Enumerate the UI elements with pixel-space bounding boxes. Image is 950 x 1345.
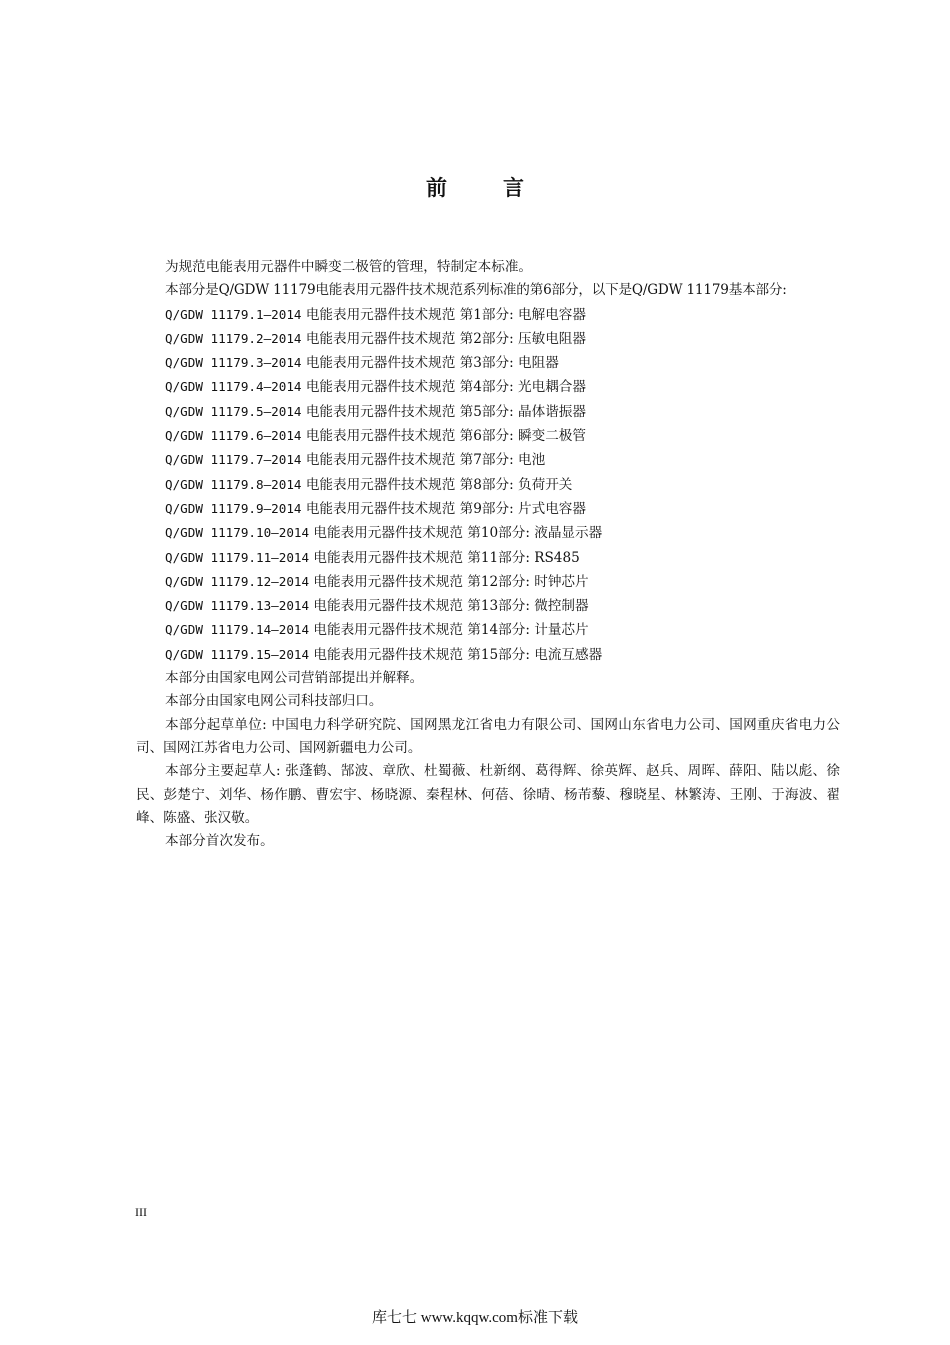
standard-part: 第6部分: bbox=[459, 428, 514, 445]
list-item bbox=[136, 400, 840, 424]
standard-code: Q/GDW 11179.1—2014 bbox=[165, 306, 302, 322]
standard-code: Q/GDW 11179.11—2014 bbox=[165, 549, 310, 565]
standard-name: 电能表用元器件技术规范 bbox=[313, 573, 463, 590]
standard-code: Q/GDW 11179.12—2014 bbox=[165, 573, 310, 589]
standard-subject: 片式电容器 bbox=[518, 500, 586, 517]
standard-part: 第1部分: bbox=[459, 306, 514, 323]
list-item bbox=[136, 521, 840, 545]
first-release-paragraph: 本部分首次发布。 bbox=[165, 833, 274, 850]
standard-code: Q/GDW 11179.9—2014 bbox=[165, 500, 302, 516]
standard-name: 电能表用元器件技术规范 bbox=[305, 476, 456, 493]
intro-paragraph-1: 为规范电能表用元器件中瞬变二极管的管理，特制定本标准。 bbox=[165, 259, 533, 275]
standard-name: 电能表用元器件技术规范 bbox=[313, 646, 463, 663]
footer-watermark: 库七七 www.kqqw.com标准下载 bbox=[372, 1310, 578, 1326]
standard-subject: 负荷开关 bbox=[518, 476, 573, 493]
drafting-units-paragraph: 本部分起草单位: 中国电力科学研究院、国网黑龙江省电力有限公司、国网山东省电力公司、国网重庆省电力公司、国网江苏省电力公司、国网新疆电力公司。 bbox=[136, 716, 840, 756]
standard-code: Q/GDW 11179.10—2014 bbox=[165, 525, 310, 541]
standard-part: 第4部分: bbox=[459, 379, 514, 396]
intro-paragraph-2: 本部分是Q/GDW 11179电能表用元器件技术规范系列标准的第6部分，以下是Q/GDW 11179基本部分: bbox=[165, 282, 787, 299]
standard-code: Q/GDW 11179.5—2014 bbox=[165, 403, 302, 419]
standard-part: 第10部分: bbox=[467, 525, 530, 542]
standard-subject: 电池 bbox=[518, 452, 546, 469]
list-item bbox=[136, 327, 840, 351]
standard-name: 电能表用元器件技术规范 bbox=[305, 428, 456, 445]
list-item bbox=[136, 303, 840, 327]
standard-code: Q/GDW 11179.3—2014 bbox=[165, 355, 302, 371]
standard-subject: 电解电容器 bbox=[518, 306, 586, 323]
standard-name: 电能表用元器件技术规范 bbox=[313, 622, 463, 639]
standard-part: 第3部分: bbox=[459, 355, 514, 372]
list-item bbox=[136, 375, 840, 399]
standard-code: Q/GDW 11179.13—2014 bbox=[165, 598, 310, 614]
standard-code: Q/GDW 11179.7—2014 bbox=[165, 452, 302, 468]
standard-code: Q/GDW 11179.6—2014 bbox=[165, 428, 302, 444]
standard-name: 电能表用元器件技术规范 bbox=[313, 525, 463, 542]
standard-subject: 光电耦合器 bbox=[518, 379, 586, 396]
page-title bbox=[0, 172, 950, 202]
list-item bbox=[136, 448, 840, 472]
standard-subject: 微控制器 bbox=[534, 598, 589, 615]
standard-part: 第2部分: bbox=[459, 330, 514, 347]
drafters-paragraph: 本部分主要起草人: 张蓬鹤、郜波、章欣、杜蜀薇、杜新纲、葛得辉、徐英辉、赵兵、周晖、薛阳、陆以彪、徐民、彭楚宁、刘华、杨作鹏、曹宏宇、杨晓源、秦程林、何蓓、徐晴、杨芾藜、穆晓星、林繁涛、王刚、于海波、翟峰、陈盛、张汉敬。 bbox=[136, 763, 840, 826]
standard-code: Q/GDW 11179.8—2014 bbox=[165, 476, 302, 492]
standard-name: 电能表用元器件技术规范 bbox=[313, 598, 463, 615]
proposer-paragraph: 本部分由国家电网公司营销部提出并解释。 bbox=[165, 670, 424, 687]
standard-subject: RS485 bbox=[534, 549, 580, 566]
standard-part: 第5部分: bbox=[459, 403, 514, 420]
standard-part: 第8部分: bbox=[459, 476, 514, 493]
standard-subject: 电流互感器 bbox=[534, 646, 603, 663]
standard-subject: 电阻器 bbox=[518, 355, 559, 372]
standard-part: 第15部分: bbox=[467, 646, 530, 663]
standard-part: 第7部分: bbox=[459, 452, 514, 469]
standard-subject: 瞬变二极管 bbox=[518, 428, 586, 445]
admin-paragraph: 本部分由国家电网公司科技部归口。 bbox=[165, 693, 383, 710]
standards-list bbox=[136, 303, 840, 667]
standard-code: Q/GDW 11179.14—2014 bbox=[165, 622, 310, 638]
standard-subject: 时钟芯片 bbox=[534, 573, 589, 590]
standard-name: 电能表用元器件技术规范 bbox=[305, 452, 456, 469]
standard-subject: 计量芯片 bbox=[534, 622, 589, 639]
standard-name: 电能表用元器件技术规范 bbox=[305, 403, 456, 420]
standard-part: 第12部分: bbox=[467, 573, 530, 590]
standard-part: 第9部分: bbox=[459, 500, 514, 517]
standard-subject: 晶体谐振器 bbox=[518, 403, 586, 420]
standard-name: 电能表用元器件技术规范 bbox=[305, 379, 456, 396]
standard-code: Q/GDW 11179.15—2014 bbox=[165, 646, 310, 662]
list-item bbox=[136, 643, 840, 667]
list-item bbox=[136, 497, 840, 521]
page-number: III bbox=[135, 1205, 147, 1219]
standard-subject: 压敏电阻器 bbox=[518, 330, 586, 347]
list-item bbox=[136, 618, 840, 642]
standard-name: 电能表用元器件技术规范 bbox=[313, 549, 463, 566]
list-item bbox=[136, 473, 840, 497]
standard-name: 电能表用元器件技术规范 bbox=[305, 355, 456, 372]
standard-code: Q/GDW 11179.4—2014 bbox=[165, 379, 302, 395]
list-item bbox=[136, 351, 840, 375]
standard-name: 电能表用元器件技术规范 bbox=[305, 500, 456, 517]
list-item bbox=[136, 594, 840, 618]
title-char-1: 前 bbox=[426, 176, 447, 200]
foreword-body bbox=[136, 256, 840, 853]
standard-part: 第11部分: bbox=[467, 549, 530, 566]
list-item bbox=[136, 546, 840, 570]
standard-code: Q/GDW 11179.2—2014 bbox=[165, 330, 302, 346]
standard-part: 第13部分: bbox=[467, 598, 530, 615]
standard-name: 电能表用元器件技术规范 bbox=[305, 330, 456, 347]
standard-subject: 液晶显示器 bbox=[534, 525, 603, 542]
standard-name: 电能表用元器件技术规范 bbox=[305, 306, 456, 323]
title-char-2: 言 bbox=[503, 176, 524, 200]
standard-part: 第14部分: bbox=[467, 622, 530, 639]
list-item bbox=[136, 424, 840, 448]
list-item bbox=[136, 570, 840, 594]
